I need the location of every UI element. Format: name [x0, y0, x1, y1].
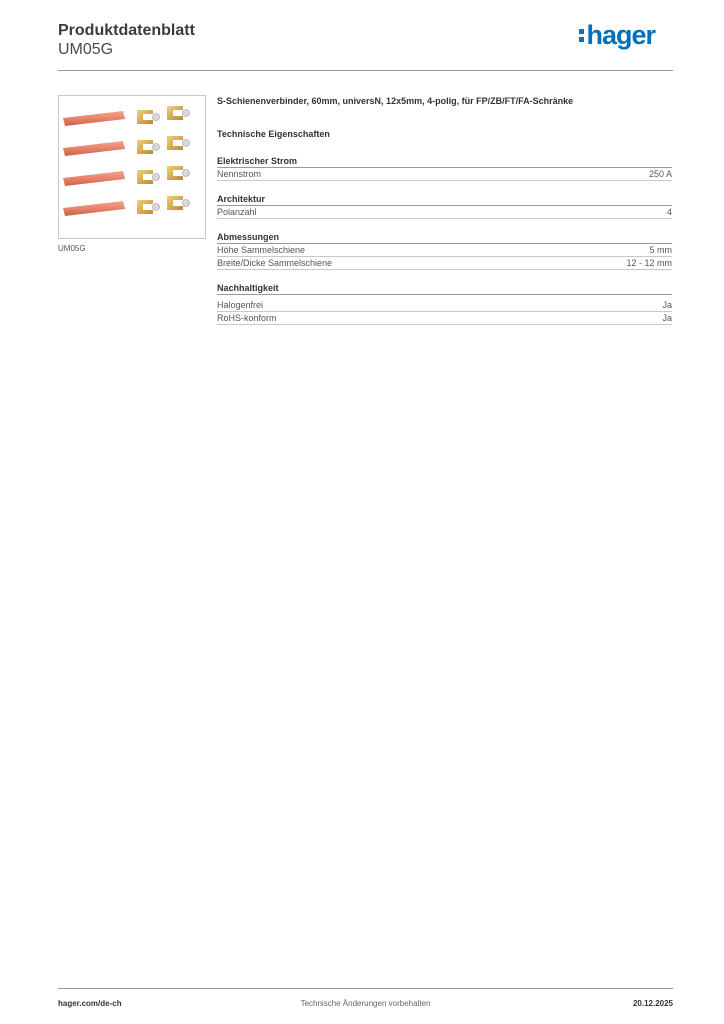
spec-row	[217, 257, 672, 270]
spec-label: Polanzahl	[217, 207, 257, 217]
footer-website-link[interactable]: hager.com/de-ch	[58, 999, 122, 1008]
section-title: Technische Eigenschaften	[217, 129, 330, 139]
spec-row	[217, 299, 672, 312]
spec-value: 5 mm	[649, 245, 672, 255]
product-description: S-Schienenverbinder, 60mm, universN, 12x5mm, 4-polig, für FP/ZB/FT/FA-Schränke	[217, 96, 574, 106]
product-photo-icon	[59, 96, 205, 238]
document-title: Produktdatenblatt	[58, 22, 195, 39]
spec-value: 12 - 12 mm	[626, 258, 672, 268]
hager-logo	[579, 20, 655, 50]
spec-value: 4	[666, 207, 672, 217]
spec-group-architecture	[217, 193, 672, 219]
group-title: Abmessungen	[217, 231, 672, 244]
logo-text: hager	[586, 20, 655, 50]
image-caption: UM05G	[58, 244, 86, 253]
spec-row	[217, 206, 672, 219]
footer-notice: Technische Änderungen vorbehalten	[300, 999, 431, 1008]
spec-value: Ja	[662, 300, 672, 310]
document-subtitle: UM05G	[58, 41, 114, 58]
footer-date: 20.12.2025	[632, 999, 673, 1008]
busbars	[63, 111, 125, 216]
spec-label: Halogenfrei	[217, 300, 264, 310]
group-title: Nachhaltigkeit	[217, 282, 672, 295]
spec-label: RoHS-konform	[217, 313, 277, 323]
spec-label: Höhe Sammelschiene	[217, 245, 306, 255]
spec-value: 250 A	[648, 169, 672, 179]
spec-value: Ja	[662, 313, 672, 323]
terminal-clamps	[137, 106, 190, 214]
group-title: Architektur	[217, 193, 672, 206]
group-title: Elektrischer Strom	[217, 155, 672, 168]
spec-row	[217, 244, 672, 257]
spec-label: Breite/Dicke Sammelschiene	[217, 258, 333, 268]
spec-group-dimensions	[217, 231, 672, 270]
spec-label: Nennstrom	[217, 169, 262, 179]
spec-row	[217, 168, 672, 181]
spec-row	[217, 312, 672, 325]
page-footer	[58, 988, 673, 1013]
specs-content	[217, 96, 672, 325]
logo-dots-icon	[579, 27, 584, 43]
product-image	[58, 95, 206, 239]
spec-group-sustainability	[217, 282, 672, 325]
page-header	[58, 20, 673, 71]
spec-group-electrical	[217, 155, 672, 181]
